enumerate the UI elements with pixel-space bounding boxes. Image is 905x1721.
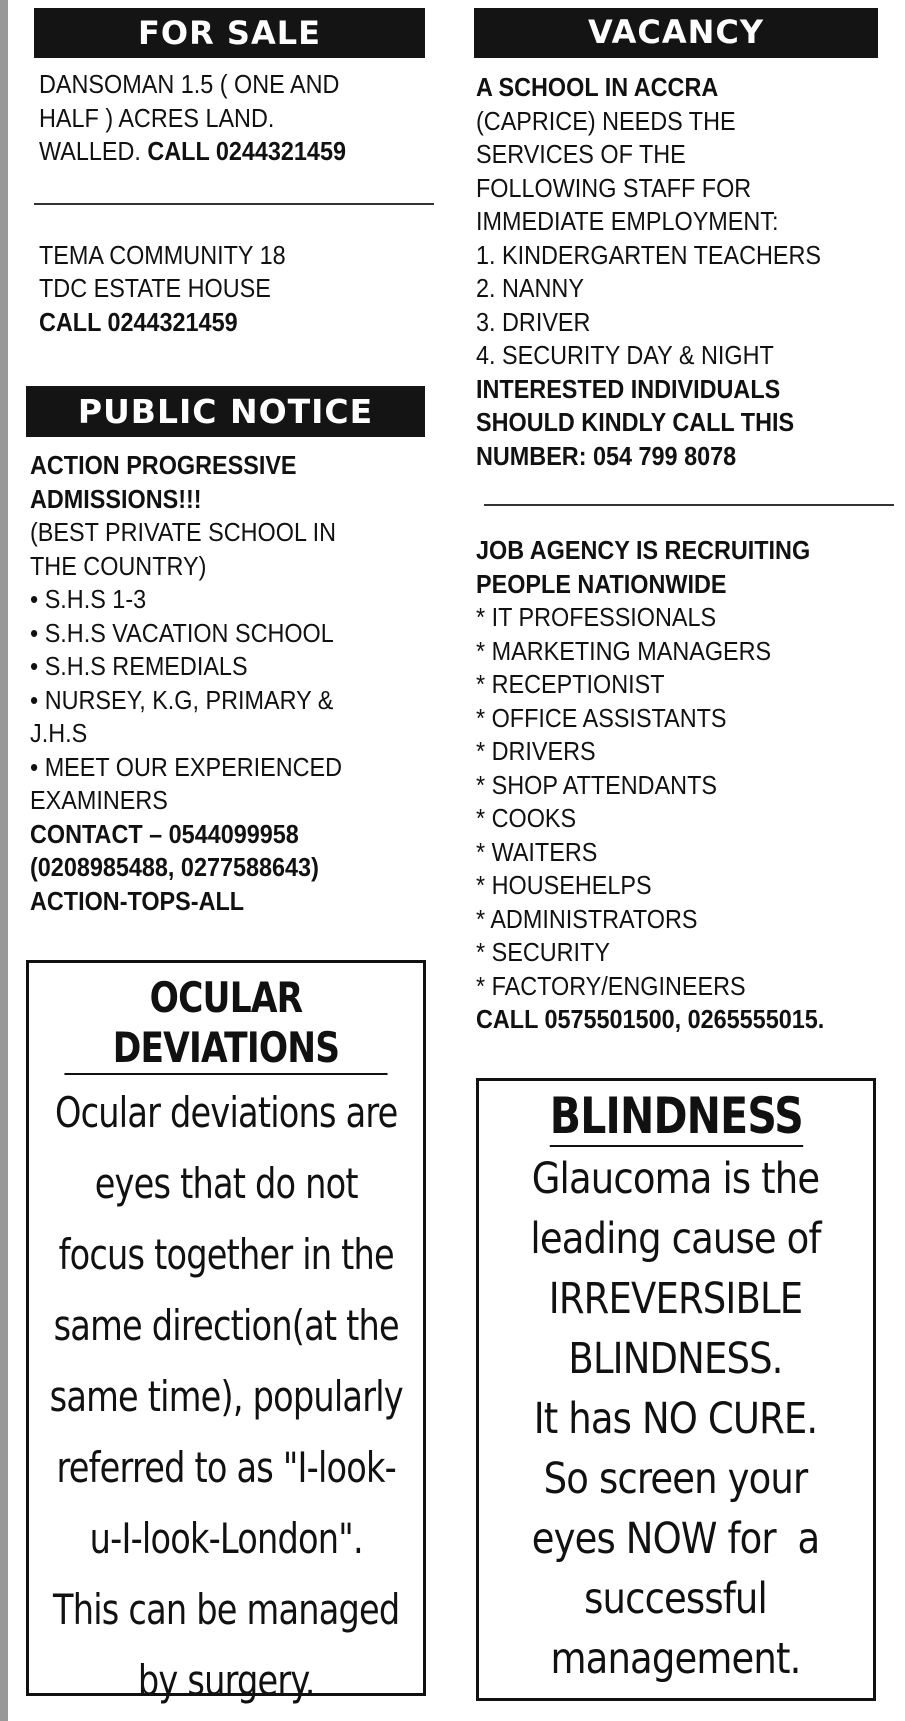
box-line: eyes that do not [94, 1159, 358, 1208]
ad-line: THE COUNTRY) [30, 550, 207, 581]
list-item: * WAITERS [476, 836, 598, 867]
box-line: same time), popularly [49, 1372, 403, 1421]
ad-line: HALF ) ACRES LAND. [39, 102, 275, 133]
ocular-title: OCULAR DEVIATIONS [64, 973, 387, 1075]
list-item: * SHOP ATTENDANTS [476, 769, 717, 800]
ad-phone: CALL 0244321459 [39, 306, 238, 337]
list-item: * SECURITY [476, 937, 610, 967]
list-item: * RECEPTIONIST [476, 669, 665, 699]
box-line: So screen your [544, 1453, 808, 1504]
box-line: BLINDNESS. [568, 1333, 784, 1384]
ad-line: 3. DRIVER [476, 306, 591, 337]
list-item: * FACTORY/ENGINEERS [476, 970, 746, 1001]
ad-line: 4. SECURITY DAY & NIGHT [476, 340, 774, 370]
ad-line: IMMEDIATE EMPLOYMENT: [476, 206, 779, 236]
ad-line: EXAMINERS [30, 785, 168, 815]
public-notice-banner [26, 386, 425, 437]
ad-line: PEOPLE NATIONWIDE [476, 568, 727, 599]
ad-line [39, 135, 439, 169]
ad-line: (CAPRICE) NEEDS THE [476, 105, 736, 136]
ad-line: • S.H.S REMEDIALS [30, 651, 248, 681]
ad-line: • NURSEY, K.G, PRIMARY & [30, 684, 334, 715]
ad-line: J.H.S [30, 718, 88, 748]
box-line: focus together in the [58, 1230, 394, 1279]
box-line: by surgery. [137, 1656, 315, 1705]
list-item: * IT PROFESSIONALS [476, 602, 717, 632]
ad-line: SHOULD KINDLY CALL THIS [476, 407, 795, 437]
ad-line: NUMBER: 054 799 8078 [476, 440, 737, 471]
ad-line: TEMA COMMUNITY 18 [39, 239, 286, 270]
ad-line: A SCHOOL IN ACCRA [476, 72, 719, 102]
vacancy-title: VACANCY [587, 13, 765, 51]
box-line: management. [550, 1633, 802, 1684]
ad-line-text: WALLED. [39, 136, 148, 166]
box-line: successful [584, 1573, 768, 1624]
blindness-body [479, 1149, 872, 1689]
ad-line: 2. NANNY [476, 273, 584, 303]
ad-line: TDC ESTATE HOUSE [39, 273, 271, 303]
for-sale-ad-dansoman [39, 68, 439, 169]
ad-line: ACTION PROGRESSIVE [30, 450, 297, 480]
ad-line: FOLLOWING STAFF FOR [476, 172, 752, 203]
list-item: * ADMINISTRATORS [476, 903, 698, 934]
divider [484, 504, 894, 506]
box-line: Glaucoma is the [532, 1153, 820, 1204]
ocular-body [29, 1077, 423, 1716]
vacancy-banner [474, 8, 878, 58]
right-column [474, 8, 888, 1701]
box-line: same direction(at the [53, 1301, 399, 1350]
ad-line: JOB AGENCY IS RECRUITING [476, 535, 811, 565]
ad-line: 1. KINDERGARTEN TEACHERS [476, 239, 822, 270]
job-agency-ad [476, 534, 890, 1037]
box-line: This can be managed [52, 1585, 400, 1634]
ocular-deviations-box [26, 960, 426, 1705]
ad-line: DANSOMAN 1.5 ( ONE AND [39, 69, 340, 99]
list-item: * HOUSEHELPS [476, 870, 652, 900]
list-item: * DRIVERS [476, 736, 596, 766]
ad-line: • S.H.S VACATION SCHOOL [30, 617, 334, 648]
box-line: leading cause of [530, 1213, 822, 1264]
left-column [26, 8, 426, 1705]
blindness-box [476, 1078, 876, 1701]
ad-line: SERVICES OF THE [476, 139, 686, 169]
public-notice-ad [30, 449, 430, 918]
box-line: eyes NOW for a [532, 1513, 820, 1564]
for-sale-banner [34, 8, 425, 58]
box-line: It has NO CURE. [534, 1393, 818, 1444]
list-item: * MARKETING MANAGERS [476, 635, 772, 666]
vacancy-ad [476, 71, 890, 473]
box-line: IRREVERSIBLE [549, 1273, 803, 1324]
list-item: * OFFICE ASSISTANTS [476, 702, 727, 733]
public-notice-title: PUBLIC NOTICE [77, 392, 374, 431]
list-item: * COOKS [476, 803, 577, 833]
ad-line: (0208985488, 0277588643) [30, 852, 319, 882]
ad-line: INTERESTED INDIVIDUALS [476, 373, 781, 404]
ad-line: CONTACT – 0544099958 [30, 818, 299, 849]
blindness-title: BLINDNESS [549, 1086, 803, 1145]
box-line: Ocular deviations are [54, 1088, 398, 1137]
ad-line: • S.H.S 1-3 [30, 584, 147, 614]
for-sale-title: FOR SALE [138, 14, 321, 52]
ad-line: ACTION-TOPS-ALL [30, 885, 245, 916]
box-line: referred to as "I-look- [56, 1443, 396, 1492]
ad-line: CALL 0575501500, 0265555015. [476, 1004, 825, 1034]
left-edge-bar [0, 0, 8, 1721]
divider [34, 203, 434, 205]
box-line: u-I-look-London". [89, 1514, 363, 1563]
ad-line: • MEET OUR EXPERIENCED [30, 751, 343, 782]
ad-phone: CALL 0244321459 [147, 136, 346, 166]
ad-line: ADMISSIONS!!! [30, 483, 202, 514]
ad-line: (BEST PRIVATE SCHOOL IN [30, 517, 336, 547]
for-sale-ad-tema [39, 239, 439, 340]
